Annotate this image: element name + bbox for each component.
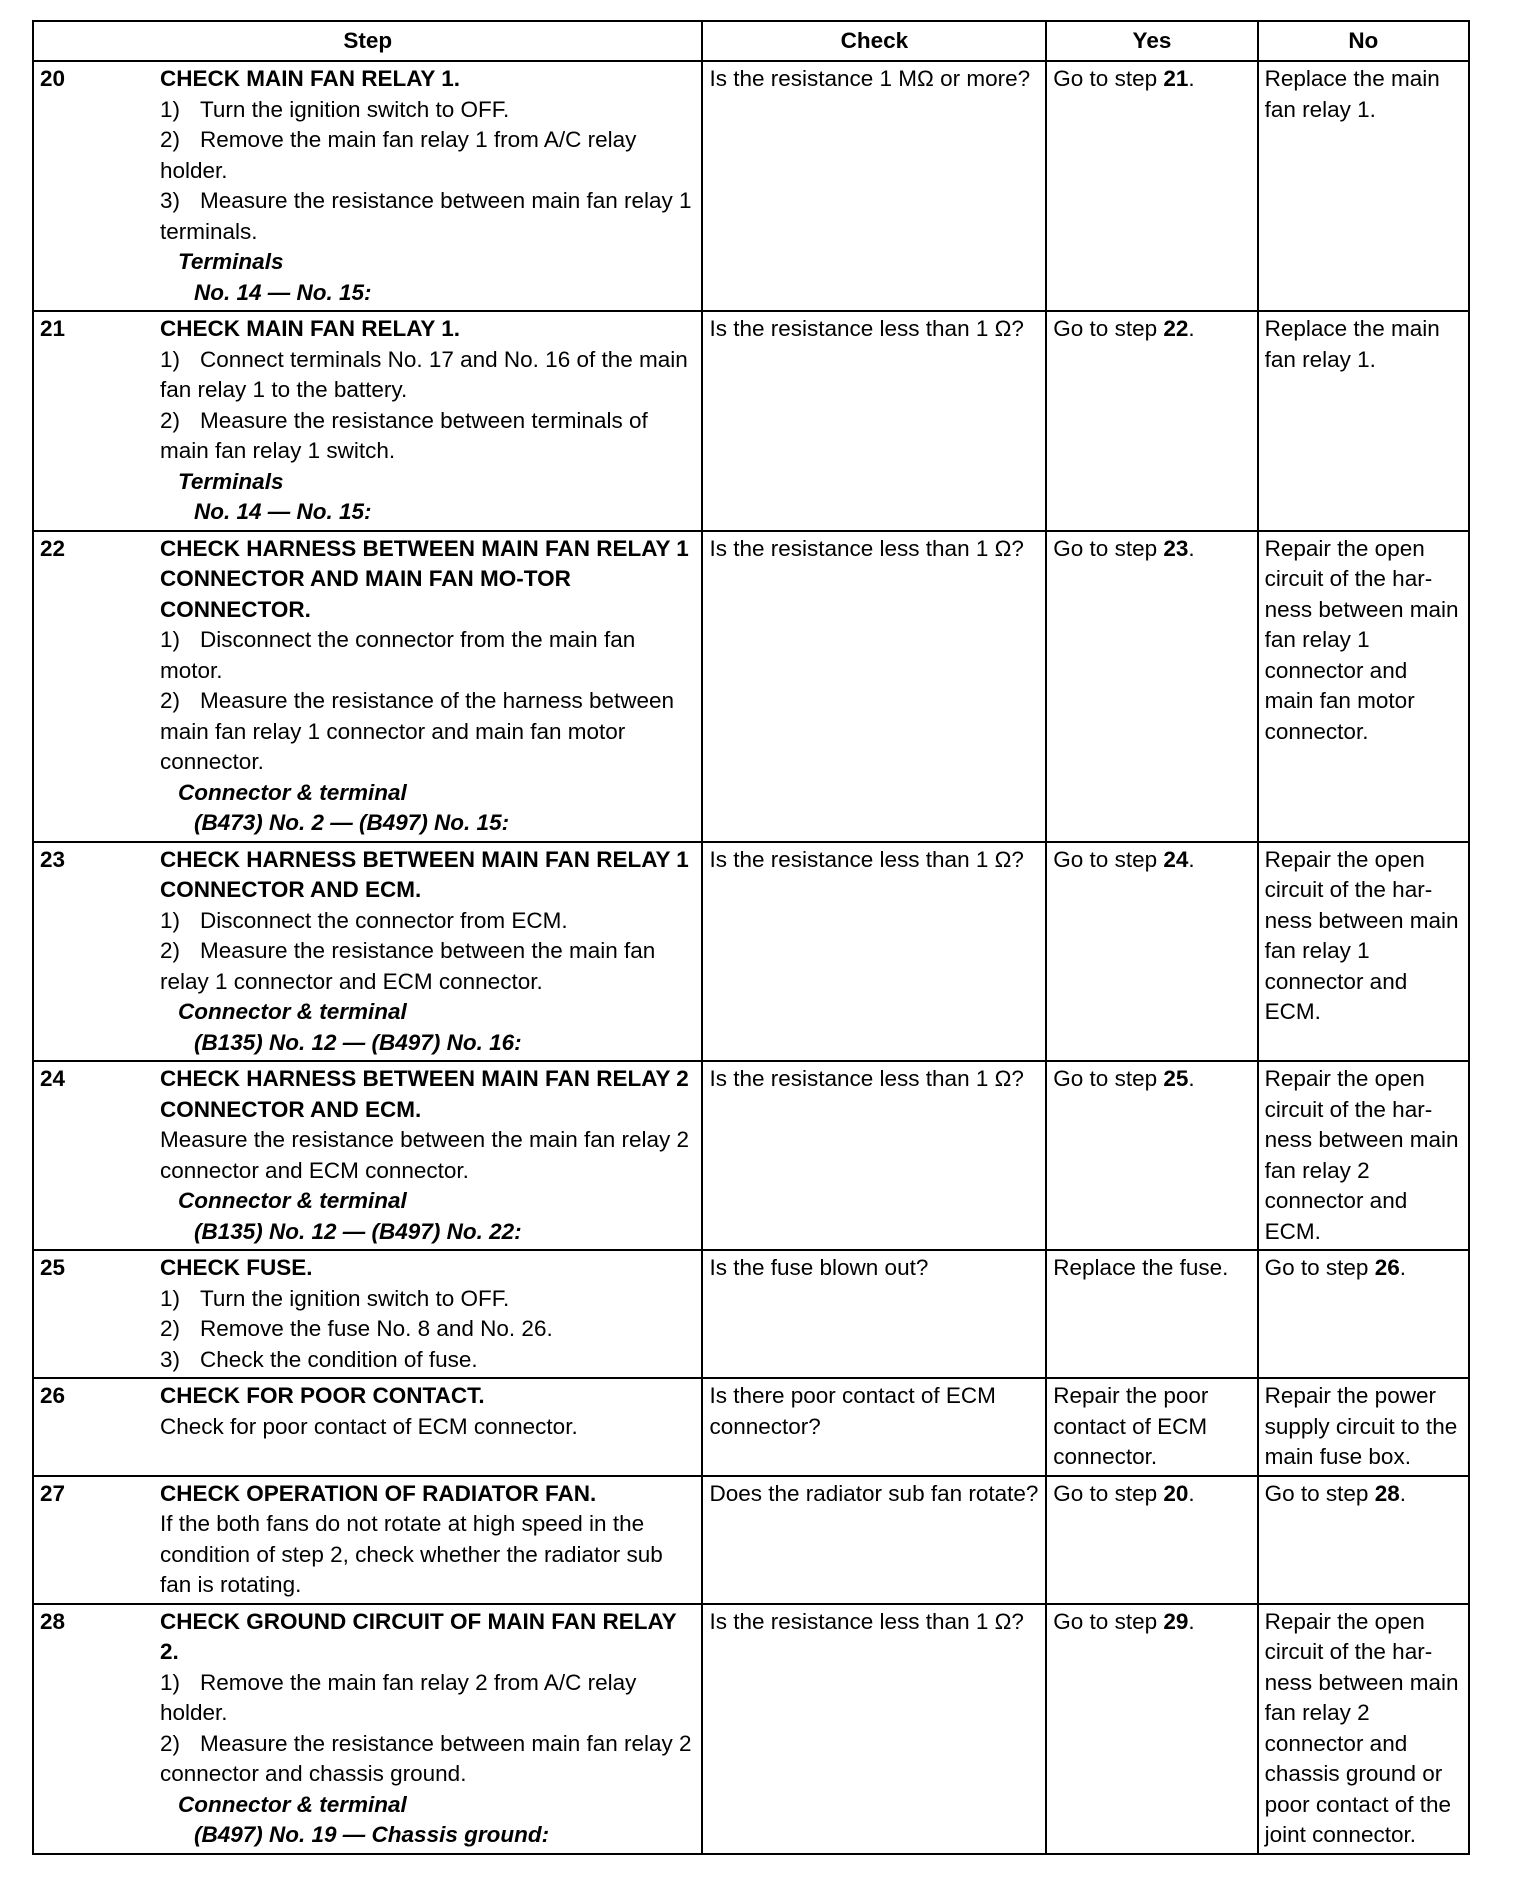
yes-text: Go to step bbox=[1053, 535, 1164, 561]
no-cell bbox=[1258, 1476, 1469, 1604]
step-body bbox=[160, 1064, 695, 1247]
check-cell: Is the resistance less than 1 Ω? bbox=[702, 842, 1046, 1062]
yes-suffix: . bbox=[1188, 1608, 1195, 1634]
yes-cell bbox=[1046, 61, 1257, 311]
no-text: Go to step bbox=[1264, 1255, 1375, 1280]
step-content bbox=[40, 1064, 695, 1247]
instruction-text: Turn the ignition switch to OFF. bbox=[200, 96, 510, 122]
step-cell bbox=[33, 311, 702, 531]
step-instruction bbox=[160, 936, 695, 997]
yes-cell bbox=[1046, 1476, 1257, 1604]
no-step-ref: 26 bbox=[1374, 1255, 1400, 1280]
yes-text: Go to step bbox=[1053, 1066, 1164, 1091]
spec-label: Connector & terminal bbox=[178, 999, 407, 1024]
step-title: CHECK HARNESS BETWEEN MAIN FAN RELAY 2 CONNECTOR AND ECM. bbox=[160, 1066, 689, 1122]
yes-cell bbox=[1046, 1250, 1257, 1378]
yes-text: Go to step bbox=[1053, 316, 1164, 341]
yes-suffix: . bbox=[1188, 66, 1195, 91]
yes-suffix: . bbox=[1188, 846, 1195, 872]
instruction-number: 2) bbox=[160, 938, 181, 963]
no-cell bbox=[1258, 531, 1469, 842]
instruction-number: 3) bbox=[160, 188, 181, 213]
step-title: CHECK FOR POOR CONTACT. bbox=[160, 1383, 485, 1408]
no-text: Replace the main fan relay 1. bbox=[1264, 66, 1440, 122]
step-cell bbox=[33, 1476, 702, 1604]
no-text: Repair the open circuit of the har-ness between main fan relay 1 connector and main fan motor connector. bbox=[1264, 535, 1459, 744]
yes-cell bbox=[1046, 842, 1257, 1062]
table-row bbox=[33, 1476, 1469, 1604]
step-title: CHECK MAIN FAN RELAY 1. bbox=[160, 66, 461, 91]
check-cell: Is there poor contact of ECM connector? bbox=[702, 1378, 1046, 1476]
step-body bbox=[160, 314, 695, 528]
step-title: CHECK FUSE. bbox=[160, 1255, 313, 1280]
instruction-text: Connect terminals No. 17 and No. 16 of the main fan relay 1 to the battery. bbox=[160, 346, 688, 402]
table-row bbox=[33, 842, 1469, 1062]
header-step: Step bbox=[33, 21, 702, 61]
step-content bbox=[40, 534, 695, 839]
step-number: 20 bbox=[40, 66, 66, 91]
spec-value: No. 14 — No. 15: bbox=[194, 499, 372, 524]
instruction-text: Check for poor contact of ECM connector. bbox=[160, 1413, 578, 1439]
instruction-text: Remove the fuse No. 8 and No. 26. bbox=[200, 1316, 553, 1341]
yes-suffix: . bbox=[1188, 535, 1195, 561]
yes-text: Replace the fuse. bbox=[1053, 1255, 1229, 1280]
step-instruction bbox=[160, 345, 695, 406]
yes-suffix: . bbox=[1188, 316, 1195, 341]
step-number: 26 bbox=[40, 1383, 66, 1408]
instruction-text: Measure the resistance between main fan relay 2 connector and chassis ground. bbox=[160, 1730, 692, 1786]
no-text: Repair the power supply circuit to the main fuse box. bbox=[1264, 1383, 1458, 1469]
yes-text: Repair the poor contact of ECM connector. bbox=[1053, 1383, 1209, 1469]
diagnostic-table bbox=[32, 20, 1470, 1855]
step-body bbox=[160, 64, 695, 308]
no-text: Repair the open circuit of the har-ness between main fan relay 1 connector and ECM. bbox=[1264, 846, 1459, 1024]
yes-step-ref: 20 bbox=[1163, 1480, 1189, 1506]
spec-label: Terminals bbox=[178, 249, 284, 274]
no-step-ref: 28 bbox=[1374, 1480, 1400, 1506]
spec-label: Connector & terminal bbox=[178, 1188, 407, 1213]
step-number: 24 bbox=[40, 1066, 66, 1091]
spec-value: (B135) No. 12 — (B497) No. 22: bbox=[194, 1218, 522, 1244]
step-cell bbox=[33, 1604, 702, 1854]
instruction-text: Check the condition of fuse. bbox=[200, 1346, 478, 1372]
spec-value: (B135) No. 12 — (B497) No. 16: bbox=[194, 1029, 522, 1055]
step-instruction bbox=[160, 406, 695, 467]
instruction-text: Measure the resistance of the harness between main fan relay 1 connector and main fan motor connector. bbox=[160, 688, 675, 774]
step-title: CHECK MAIN FAN RELAY 1. bbox=[160, 316, 461, 341]
instruction-number: 1) bbox=[160, 627, 181, 652]
table-row bbox=[33, 1250, 1469, 1378]
instruction-text: Measure the resistance between terminals of main fan relay 1 switch. bbox=[160, 407, 648, 463]
step-title: CHECK OPERATION OF RADIATOR FAN. bbox=[160, 1480, 597, 1506]
instruction-text: Measure the resistance between the main fan relay 1 connector and ECM connector. bbox=[160, 938, 656, 994]
spec-value: No. 14 — No. 15: bbox=[194, 279, 372, 305]
step-instruction bbox=[160, 186, 695, 247]
check-cell: Is the resistance less than 1 Ω? bbox=[702, 1061, 1046, 1250]
no-cell bbox=[1258, 311, 1469, 531]
yes-cell bbox=[1046, 311, 1257, 531]
no-cell bbox=[1258, 1061, 1469, 1250]
instruction-number: 1) bbox=[160, 346, 181, 372]
spec-value: (B473) No. 2 — (B497) No. 15: bbox=[194, 810, 510, 835]
step-number: 23 bbox=[40, 846, 66, 872]
instruction-text: Disconnect the connector from the main fan motor. bbox=[160, 627, 636, 683]
step-instruction bbox=[160, 1729, 695, 1790]
step-content bbox=[40, 1479, 695, 1601]
yes-step-ref: 29 bbox=[1163, 1608, 1189, 1634]
instruction-text: Remove the main fan relay 1 from A/C relay holder. bbox=[160, 127, 637, 183]
table-row bbox=[33, 61, 1469, 311]
step-instruction bbox=[160, 1509, 695, 1601]
table-row bbox=[33, 531, 1469, 842]
header-check: Check bbox=[702, 21, 1046, 61]
instruction-number: 2) bbox=[160, 688, 181, 713]
step-content bbox=[40, 64, 695, 308]
spec-label: Terminals bbox=[178, 468, 284, 494]
step-instruction bbox=[160, 1668, 695, 1729]
step-content bbox=[40, 314, 695, 528]
step-title: CHECK HARNESS BETWEEN MAIN FAN RELAY 1 CONNECTOR AND ECM. bbox=[160, 846, 689, 902]
table-row bbox=[33, 311, 1469, 531]
check-cell: Is the resistance 1 MΩ or more? bbox=[702, 61, 1046, 311]
instruction-text: Measure the resistance between main fan relay 1 terminals. bbox=[160, 188, 692, 244]
instruction-number: 1) bbox=[160, 1285, 181, 1311]
step-body bbox=[160, 1253, 695, 1375]
step-body bbox=[160, 1607, 695, 1851]
instruction-number: 1) bbox=[160, 907, 181, 933]
step-instruction bbox=[160, 1412, 695, 1443]
table-row bbox=[33, 1378, 1469, 1476]
instruction-number: 1) bbox=[160, 96, 181, 122]
no-cell bbox=[1258, 842, 1469, 1062]
no-text: Go to step bbox=[1264, 1480, 1375, 1506]
spec-label: Connector & terminal bbox=[178, 779, 407, 805]
step-content bbox=[40, 1607, 695, 1851]
yes-step-ref: 22 bbox=[1163, 316, 1189, 341]
instruction-number: 2) bbox=[160, 127, 181, 152]
no-cell bbox=[1258, 1378, 1469, 1476]
step-title: CHECK GROUND CIRCUIT OF MAIN FAN RELAY 2. bbox=[160, 1608, 677, 1664]
yes-step-ref: 24 bbox=[1163, 846, 1189, 872]
header-row bbox=[33, 21, 1469, 61]
no-cell bbox=[1258, 61, 1469, 311]
no-cell bbox=[1258, 1250, 1469, 1378]
step-instruction bbox=[160, 1345, 695, 1376]
instruction-number: 3) bbox=[160, 1346, 181, 1372]
table-row bbox=[33, 1061, 1469, 1250]
step-instruction bbox=[160, 686, 695, 778]
yes-step-ref: 21 bbox=[1163, 66, 1189, 91]
step-number: 27 bbox=[40, 1480, 66, 1506]
yes-suffix: . bbox=[1188, 1480, 1195, 1506]
step-instruction bbox=[160, 1284, 695, 1315]
instruction-text: If the both fans do not rotate at high speed in the condition of step 2, check whether the radiator sub fan is rotating. bbox=[160, 1511, 663, 1597]
step-body bbox=[160, 1381, 695, 1442]
check-cell: Is the resistance less than 1 Ω? bbox=[702, 531, 1046, 842]
step-body bbox=[160, 534, 695, 839]
step-number: 28 bbox=[40, 1608, 66, 1634]
step-instruction bbox=[160, 95, 695, 126]
step-content bbox=[40, 1253, 695, 1375]
yes-step-ref: 25 bbox=[1163, 1066, 1189, 1091]
yes-cell bbox=[1046, 531, 1257, 842]
table-row bbox=[33, 1604, 1469, 1854]
step-cell bbox=[33, 61, 702, 311]
yes-cell bbox=[1046, 1378, 1257, 1476]
step-body bbox=[160, 1479, 695, 1601]
check-cell: Is the fuse blown out? bbox=[702, 1250, 1046, 1378]
step-number: 25 bbox=[40, 1255, 66, 1280]
instruction-text: Remove the main fan relay 2 from A/C relay holder. bbox=[160, 1669, 637, 1725]
no-text: Repair the open circuit of the har-ness between main fan relay 2 connector and chassis ground or poor contact of the joint connector. bbox=[1264, 1608, 1459, 1847]
instruction-number: 2) bbox=[160, 1730, 181, 1756]
yes-step-ref: 23 bbox=[1163, 535, 1189, 561]
yes-suffix: . bbox=[1188, 1066, 1195, 1091]
no-text: Repair the open circuit of the har-ness between main fan relay 2 connector and ECM. bbox=[1264, 1066, 1459, 1244]
no-suffix: . bbox=[1399, 1480, 1406, 1506]
yes-text: Go to step bbox=[1053, 66, 1164, 91]
step-cell bbox=[33, 531, 702, 842]
step-number: 22 bbox=[40, 535, 66, 561]
no-text: Replace the main fan relay 1. bbox=[1264, 316, 1440, 372]
yes-cell bbox=[1046, 1061, 1257, 1250]
check-cell: Does the radiator sub fan rotate? bbox=[702, 1476, 1046, 1604]
yes-text: Go to step bbox=[1053, 1480, 1164, 1506]
instruction-text: Disconnect the connector from ECM. bbox=[200, 907, 568, 933]
header-no: No bbox=[1258, 21, 1469, 61]
step-instruction bbox=[160, 1125, 695, 1186]
step-cell bbox=[33, 1378, 702, 1476]
step-instruction bbox=[160, 625, 695, 686]
spec-label: Connector & terminal bbox=[178, 1791, 407, 1817]
step-title: CHECK HARNESS BETWEEN MAIN FAN RELAY 1 CONNECTOR AND MAIN FAN MO-TOR CONNECTOR. bbox=[160, 535, 689, 622]
instruction-number: 2) bbox=[160, 1316, 181, 1341]
check-cell: Is the resistance less than 1 Ω? bbox=[702, 1604, 1046, 1854]
instruction-number: 1) bbox=[160, 1669, 181, 1695]
step-instruction bbox=[160, 1314, 695, 1345]
no-suffix: . bbox=[1399, 1255, 1406, 1280]
yes-text: Go to step bbox=[1053, 1608, 1164, 1634]
spec-value: (B497) No. 19 — Chassis ground: bbox=[194, 1822, 550, 1847]
step-cell bbox=[33, 1061, 702, 1250]
yes-cell bbox=[1046, 1604, 1257, 1854]
instruction-text: Turn the ignition switch to OFF. bbox=[200, 1285, 510, 1311]
step-content bbox=[40, 1381, 695, 1442]
no-cell bbox=[1258, 1604, 1469, 1854]
step-instruction bbox=[160, 906, 695, 937]
header-yes: Yes bbox=[1046, 21, 1257, 61]
step-cell bbox=[33, 1250, 702, 1378]
step-number: 21 bbox=[40, 316, 66, 341]
step-cell bbox=[33, 842, 702, 1062]
step-body bbox=[160, 845, 695, 1059]
step-instruction bbox=[160, 125, 695, 186]
step-content bbox=[40, 845, 695, 1059]
yes-text: Go to step bbox=[1053, 846, 1164, 872]
instruction-number: 2) bbox=[160, 407, 181, 433]
instruction-text: Measure the resistance between the main fan relay 2 connector and ECM connector. bbox=[160, 1127, 690, 1183]
check-cell: Is the resistance less than 1 Ω? bbox=[702, 311, 1046, 531]
